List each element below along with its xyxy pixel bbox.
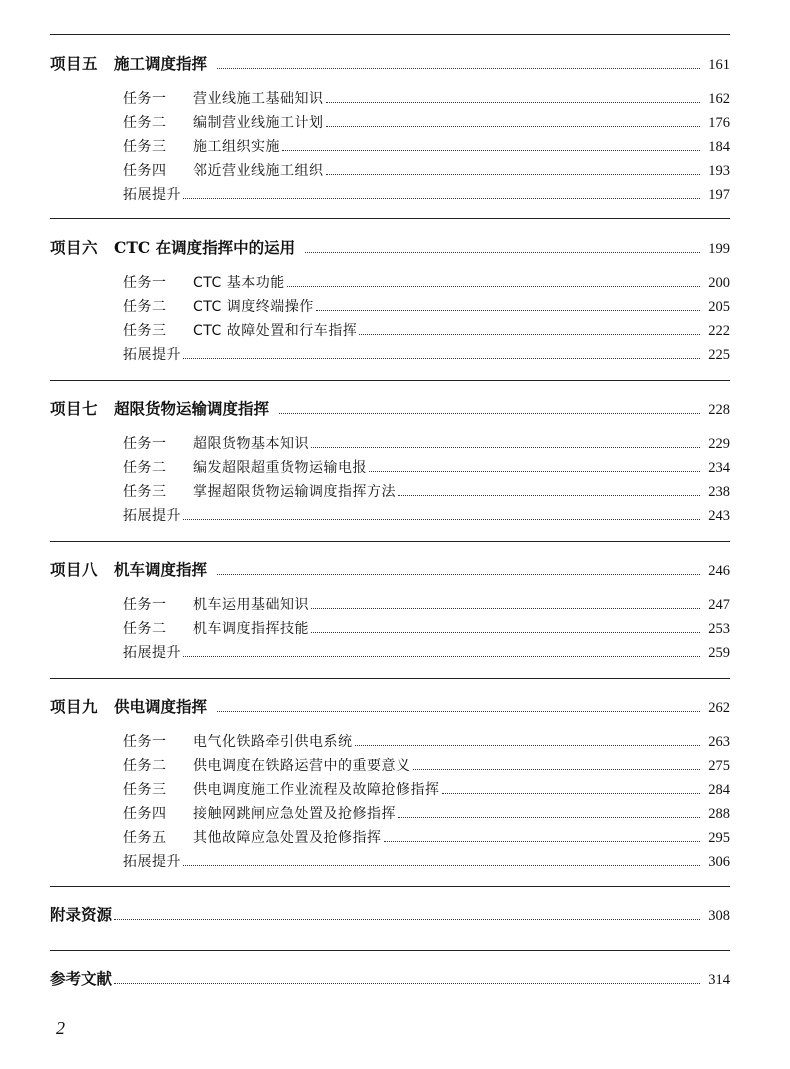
dot-leader bbox=[384, 841, 701, 842]
toc-task-entry[interactable] bbox=[123, 457, 730, 481]
dot-leader bbox=[217, 68, 700, 69]
toc-task-entry[interactable] bbox=[123, 112, 730, 136]
extension-title: 拓展提升 bbox=[123, 347, 181, 363]
toc-project-entry[interactable] bbox=[50, 695, 730, 719]
page-number: 306 bbox=[708, 854, 730, 870]
section-divider bbox=[50, 34, 730, 35]
page-number: 184 bbox=[708, 139, 730, 155]
page-number: 288 bbox=[708, 806, 730, 822]
dot-leader bbox=[183, 358, 700, 359]
section-divider bbox=[50, 541, 730, 542]
page-number: 234 bbox=[708, 460, 730, 476]
page-number: 162 bbox=[708, 91, 730, 107]
page-number: 246 bbox=[708, 563, 730, 579]
page-number: 275 bbox=[708, 758, 730, 774]
page-number: 228 bbox=[708, 402, 730, 418]
toc-project-entry[interactable] bbox=[50, 558, 730, 582]
toc-extension-entry[interactable] bbox=[123, 505, 730, 529]
dot-leader bbox=[183, 656, 700, 657]
task-title: 供电调度在铁路运营中的重要意义 bbox=[193, 758, 411, 774]
project-title: 施工调度指挥 bbox=[114, 54, 208, 73]
project-label: 项目六 bbox=[50, 238, 99, 257]
section-divider bbox=[50, 678, 730, 679]
task-label: 任务一 bbox=[123, 436, 167, 452]
task-label: 任务三 bbox=[123, 139, 167, 155]
dot-leader bbox=[311, 447, 700, 448]
project-label: 项目七 bbox=[50, 399, 99, 418]
section-divider bbox=[50, 218, 730, 219]
dot-leader bbox=[326, 102, 701, 103]
project-label: 项目八 bbox=[50, 560, 99, 579]
dot-leader bbox=[359, 334, 700, 335]
extension-title: 拓展提升 bbox=[123, 645, 181, 661]
toc-extension-entry[interactable] bbox=[123, 642, 730, 666]
page-number: 253 bbox=[708, 621, 730, 637]
page-number: 222 bbox=[708, 323, 730, 339]
page-number: 225 bbox=[708, 347, 730, 363]
dot-leader bbox=[311, 608, 700, 609]
task-title: CTC 基本功能 bbox=[193, 275, 285, 291]
project-title: 供电调度指挥 bbox=[114, 697, 208, 716]
toc-task-entry[interactable] bbox=[123, 160, 730, 184]
toc-task-entry[interactable] bbox=[123, 136, 730, 160]
toc-task-entry[interactable] bbox=[123, 803, 730, 827]
dot-leader bbox=[183, 519, 700, 520]
page-number: 263 bbox=[708, 734, 730, 750]
page-number: 259 bbox=[708, 645, 730, 661]
task-title: 其他故障应急处置及抢修指挥 bbox=[193, 830, 382, 846]
task-label: 任务一 bbox=[123, 734, 167, 750]
page-number: 200 bbox=[708, 275, 730, 291]
page-number: 197 bbox=[708, 187, 730, 203]
toc-task-entry[interactable] bbox=[123, 827, 730, 851]
toc-references-entry[interactable] bbox=[50, 967, 730, 991]
toc-task-entry[interactable] bbox=[123, 481, 730, 505]
toc-extension-entry[interactable] bbox=[123, 851, 730, 875]
extension-title: 拓展提升 bbox=[123, 854, 181, 870]
toc-extension-entry[interactable] bbox=[123, 184, 730, 208]
appendix-title: 附录资源 bbox=[50, 905, 113, 924]
section-divider bbox=[50, 380, 730, 381]
toc-appendix-entry[interactable] bbox=[50, 903, 730, 927]
toc-task-entry[interactable] bbox=[123, 618, 730, 642]
toc-task-entry[interactable] bbox=[123, 88, 730, 112]
toc-project-entry[interactable] bbox=[50, 397, 730, 421]
extension-title: 拓展提升 bbox=[123, 508, 181, 524]
task-label: 任务二 bbox=[123, 460, 167, 476]
page-number: 161 bbox=[708, 57, 730, 73]
task-title: CTC 调度终端操作 bbox=[193, 299, 314, 315]
task-title: 机车调度指挥技能 bbox=[193, 621, 309, 637]
dot-leader bbox=[183, 198, 700, 199]
page-number: 205 bbox=[708, 299, 730, 315]
page-number: 284 bbox=[708, 782, 730, 798]
task-title: 电气化铁路牵引供电系统 bbox=[193, 734, 353, 750]
dot-leader bbox=[413, 769, 701, 770]
task-title: CTC 故障处置和行车指挥 bbox=[193, 323, 358, 339]
task-title: 掌握超限货物运输调度指挥方法 bbox=[193, 484, 396, 500]
task-title: 营业线施工基础知识 bbox=[193, 91, 324, 107]
task-label: 任务四 bbox=[123, 806, 167, 822]
references-title: 参考文献 bbox=[50, 969, 113, 988]
toc-task-entry[interactable] bbox=[123, 779, 730, 803]
dot-leader bbox=[326, 126, 701, 127]
toc-project-entry[interactable] bbox=[50, 236, 730, 260]
toc-task-entry[interactable] bbox=[123, 731, 730, 755]
task-title: 编制营业线施工计划 bbox=[193, 115, 324, 131]
dot-leader bbox=[355, 745, 701, 746]
task-label: 任务一 bbox=[123, 91, 167, 107]
task-title: 编发超限超重货物运输电报 bbox=[193, 460, 367, 476]
task-title: 供电调度施工作业流程及故障抢修指挥 bbox=[193, 782, 440, 798]
folio-page-number: 2 bbox=[56, 1018, 65, 1038]
task-label: 任务三 bbox=[123, 484, 167, 500]
page-number: 238 bbox=[708, 484, 730, 500]
task-title: 施工组织实施 bbox=[193, 139, 280, 155]
project-label: 项目五 bbox=[50, 54, 99, 73]
toc-project-entry[interactable] bbox=[50, 52, 730, 76]
project-title: 机车调度指挥 bbox=[114, 560, 208, 579]
dot-leader bbox=[217, 711, 700, 712]
task-title: 机车运用基础知识 bbox=[193, 597, 309, 613]
page-number: 308 bbox=[708, 908, 730, 924]
toc-task-entry[interactable] bbox=[123, 272, 730, 296]
task-label: 任务二 bbox=[123, 299, 167, 315]
toc-task-entry[interactable] bbox=[123, 594, 730, 618]
page-number: 247 bbox=[708, 597, 730, 613]
page-number: 176 bbox=[708, 115, 730, 131]
dot-leader bbox=[217, 574, 700, 575]
dot-leader bbox=[305, 252, 700, 253]
dot-leader bbox=[398, 817, 700, 818]
dot-leader bbox=[442, 793, 701, 794]
toc-extension-entry[interactable] bbox=[123, 344, 730, 368]
page-number: 199 bbox=[708, 241, 730, 257]
page-number: 193 bbox=[708, 163, 730, 179]
task-label: 任务二 bbox=[123, 758, 167, 774]
toc-task-entry[interactable] bbox=[123, 296, 730, 320]
page-number: 262 bbox=[708, 700, 730, 716]
extension-title: 拓展提升 bbox=[123, 187, 181, 203]
task-label: 任务一 bbox=[123, 275, 167, 291]
dot-leader bbox=[183, 865, 700, 866]
dot-leader bbox=[114, 919, 700, 920]
task-label: 任务三 bbox=[123, 782, 167, 798]
dot-leader bbox=[316, 310, 700, 311]
toc-task-entry[interactable] bbox=[123, 320, 730, 344]
project-title: 超限货物运输调度指挥 bbox=[114, 399, 270, 418]
dot-leader bbox=[398, 495, 700, 496]
task-label: 任务三 bbox=[123, 323, 167, 339]
section-divider bbox=[50, 886, 730, 887]
page-number: 295 bbox=[708, 830, 730, 846]
dot-leader bbox=[311, 632, 700, 633]
section-divider bbox=[50, 950, 730, 951]
toc-task-entry[interactable] bbox=[123, 755, 730, 779]
task-label: 任务四 bbox=[123, 163, 167, 179]
dot-leader bbox=[369, 471, 700, 472]
task-label: 任务二 bbox=[123, 115, 167, 131]
dot-leader bbox=[287, 286, 700, 287]
dot-leader bbox=[282, 150, 700, 151]
toc-task-entry[interactable] bbox=[123, 433, 730, 457]
dot-leader bbox=[114, 983, 700, 984]
dot-leader bbox=[326, 174, 701, 175]
task-label: 任务五 bbox=[123, 830, 167, 846]
task-title: 接触网跳闸应急处置及抢修指挥 bbox=[193, 806, 396, 822]
page-number: 229 bbox=[708, 436, 730, 452]
task-title: 超限货物基本知识 bbox=[193, 436, 309, 452]
task-label: 任务一 bbox=[123, 597, 167, 613]
task-title: 邻近营业线施工组织 bbox=[193, 163, 324, 179]
page-number: 314 bbox=[708, 972, 730, 988]
project-title: CTC 在调度指挥中的运用 bbox=[114, 238, 296, 257]
project-label: 项目九 bbox=[50, 697, 99, 716]
task-label: 任务二 bbox=[123, 621, 167, 637]
page-number: 243 bbox=[708, 508, 730, 524]
dot-leader bbox=[279, 413, 700, 414]
